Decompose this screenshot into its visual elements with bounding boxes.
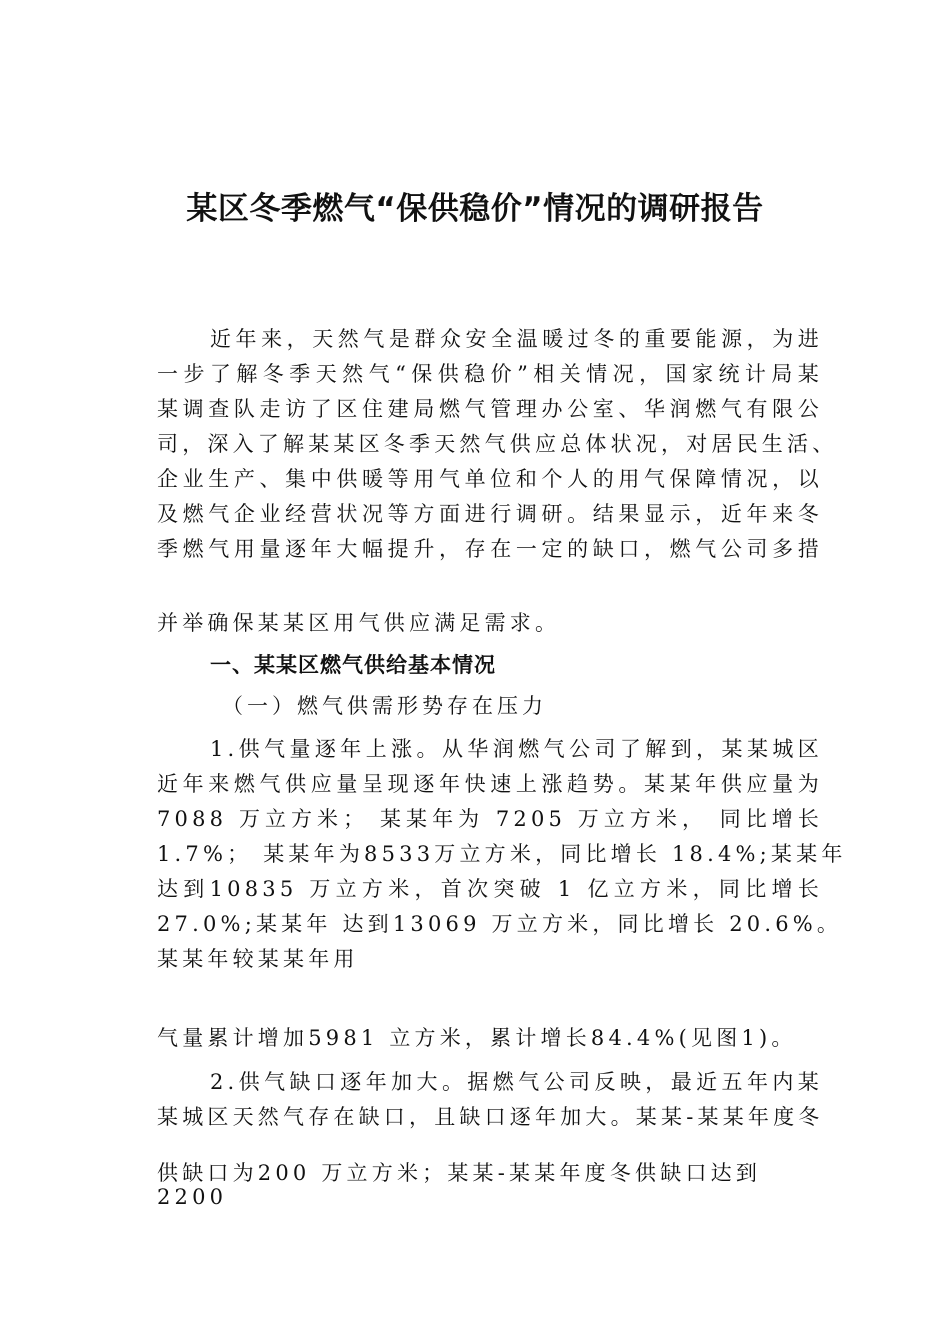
intro-line: 一步了解冬季天然气“保供稳价”相关情况，国家统计局某 (157, 362, 823, 386)
intro-line: 近年来，天然气是群众安全温暖过冬的重要能源，为进 (210, 327, 823, 351)
intro-line: 及燃气企业经营状况等方面进行调研。结果显示，近年来冬 (157, 502, 823, 526)
paragraph-line: 27.0%;某某年 达到13069 万立方米，同比增长 20.6%。 (157, 912, 843, 936)
paragraph-line: 1.7%； 某某年为8533万立方米，同比增长 18.4%;某某年 (157, 842, 847, 866)
paragraph-continuation: 供缺口为200 万立方米；某某-某某年度冬供缺口达到 (157, 1161, 762, 1185)
paragraph-last-line: 2200 (157, 1185, 228, 1209)
intro-line: 企业生产、集中供暖等用气单位和个人的用气保障情况，以 (157, 467, 823, 491)
paragraph-line: 达到10835 万立方米，首次突破 1 亿立方米，同比增长 (157, 877, 823, 901)
paragraph-continuation: 气量累计增加5981 立方米，累计增长84.4%(见图1)。 (157, 1026, 797, 1050)
intro-line: 某调查队走访了区住建局燃气管理办公室、华润燃气有限公 (157, 397, 823, 421)
intro-line: 季燃气用量逐年大幅提升，存在一定的缺口，燃气公司多措 (157, 537, 823, 561)
paragraph-supply-gap (157, 1065, 823, 1135)
paragraph-line: 某城区天然气存在缺口，且缺口逐年加大。某某-某某年度冬 (157, 1105, 824, 1129)
section-heading: 一、某某区燃气供给基本情况 (210, 653, 496, 677)
subsection-heading: （一）燃气供需形势存在压力 (222, 694, 547, 718)
paragraph-supply-growth (157, 732, 847, 977)
paragraph-line: 1.供气量逐年上涨。从华润燃气公司了解到，某某城区 (210, 737, 823, 761)
paragraph-line: 近年来燃气供应量呈现逐年快速上涨趋势。某某年供应量为 (157, 772, 823, 796)
paragraph-line: 2.供气缺口逐年加大。据燃气公司反映，最近五年内某 (210, 1070, 823, 1094)
intro-line: 司，深入了解某某区冬季天然气供应总体状况，对居民生活、 (157, 432, 838, 456)
document-title: 某区冬季燃气“保供稳价”情况的调研报告 (186, 191, 764, 227)
paragraph-line: 某某年较某某年用 (157, 947, 359, 971)
paragraph-line: 7088 万立方米； 某某年为 7205 万立方米， 同比增长 (157, 807, 823, 831)
intro-last-line: 并举确保某某区用气供应满足需求。 (157, 611, 561, 635)
intro-paragraph (157, 322, 838, 567)
